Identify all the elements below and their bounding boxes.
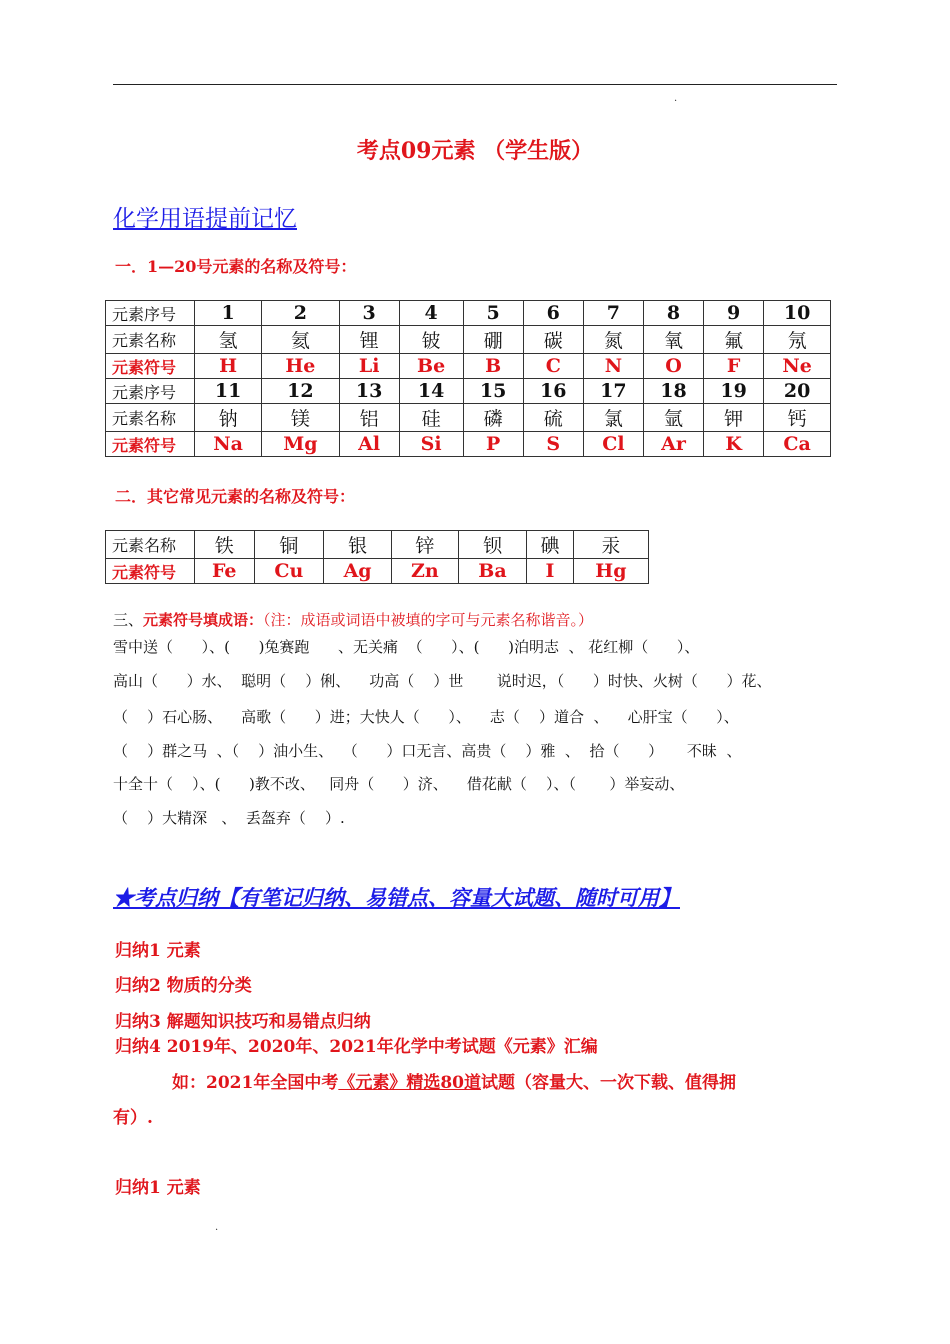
element-name: 锌 (391, 531, 458, 559)
part2-heading: 二．其它常见元素的名称及符号： (115, 487, 356, 506)
element-name: 氩 (643, 404, 703, 432)
element-name: 镁 (262, 404, 339, 432)
row-label: 元素名称 (106, 326, 195, 354)
element-symbol: He (262, 354, 339, 379)
element-symbol: N (583, 354, 643, 379)
part3-note: （注：成语或词语中被填的字可与元素名称谐音。） (263, 611, 594, 629)
element-name: 铝 (339, 404, 399, 432)
row-label: 元素序号 (106, 379, 195, 404)
element-number: 15 (463, 379, 523, 404)
element-number: 18 (643, 379, 703, 404)
row-label: 元素序号 (106, 301, 195, 326)
element-name: 铜 (254, 531, 324, 559)
promo-line (172, 1068, 736, 1093)
element-table-common (105, 530, 649, 584)
section-title: 化学用语提前记忆 (113, 206, 297, 232)
element-symbol: Mg (262, 432, 339, 457)
element-name: 碳 (523, 326, 583, 354)
element-number: 2 (262, 301, 339, 326)
element-symbol: K (704, 432, 764, 457)
table-row (106, 379, 831, 404)
element-number: 9 (704, 301, 764, 326)
element-symbol: O (643, 354, 703, 379)
element-symbol: Cu (254, 559, 324, 584)
idiom-line: 十全十（ ）、( )教不改、 同舟（ ）济、 借花献（ ）、（ ）举妄动、 (113, 775, 685, 793)
row-label: 元素符号 (106, 559, 195, 584)
element-number: 20 (764, 379, 831, 404)
element-name: 氖 (764, 326, 831, 354)
element-name: 氯 (583, 404, 643, 432)
element-symbol: Be (399, 354, 463, 379)
table-row (106, 404, 831, 432)
header-rule (113, 84, 837, 85)
element-symbol: Ag (324, 559, 392, 584)
element-symbol: Li (339, 354, 399, 379)
element-symbol: B (463, 354, 523, 379)
page-title: 考点09元素 （学生版） (356, 138, 594, 164)
element-symbol: Zn (391, 559, 458, 584)
element-name: 钾 (704, 404, 764, 432)
part1-heading: 一．1—20号元素的名称及符号： (115, 257, 357, 276)
idiom-line: 雪中送（ ）、( )兔赛跑 、无关痛 （ ）、( )泊明志 、 花红柳（ ）、 (113, 638, 700, 656)
element-number: 10 (764, 301, 831, 326)
element-name: 氧 (643, 326, 703, 354)
guina-item-bottom: 归纳1 元素 (115, 1178, 201, 1198)
element-number: 7 (583, 301, 643, 326)
element-symbol: C (523, 354, 583, 379)
part3-prefix: 三、 (113, 611, 144, 629)
row-label: 元素符号 (106, 354, 195, 379)
part3-title: 元素符号填成语： (143, 611, 264, 629)
element-symbol: Si (399, 432, 463, 457)
element-name: 钡 (458, 531, 526, 559)
element-name: 磷 (463, 404, 523, 432)
promo-tail: 试题（容量大、一次下载、值得拥 (481, 1073, 736, 1093)
element-number: 3 (339, 301, 399, 326)
element-number: 11 (195, 379, 262, 404)
table-row (106, 326, 831, 354)
element-name: 钠 (195, 404, 262, 432)
element-symbol: Na (195, 432, 262, 457)
row-label: 元素名称 (106, 404, 195, 432)
row-label: 元素名称 (106, 531, 195, 559)
table-row (106, 432, 831, 457)
element-symbol: P (463, 432, 523, 457)
element-number: 19 (704, 379, 764, 404)
row-label: 元素符号 (106, 432, 195, 457)
element-symbol: Ar (643, 432, 703, 457)
element-name: 氟 (704, 326, 764, 354)
element-number: 12 (262, 379, 339, 404)
element-symbol: Ne (764, 354, 831, 379)
element-name: 钙 (764, 404, 831, 432)
element-number: 13 (339, 379, 399, 404)
part3-heading (113, 609, 593, 630)
kaodian-heading: ★考点归纳【有笔记归纳、易错点、容量大试题、随时可用】 (113, 885, 680, 910)
promo-lead: 如：2021年全国中考 (172, 1073, 339, 1093)
element-symbol: Hg (573, 559, 648, 584)
element-name: 锂 (339, 326, 399, 354)
guina-item: 归纳1 元素 (115, 941, 201, 961)
element-name: 汞 (573, 531, 648, 559)
element-number: 6 (523, 301, 583, 326)
element-symbol: Al (339, 432, 399, 457)
table-row (106, 531, 649, 559)
element-number: 14 (399, 379, 463, 404)
element-symbol: Ba (458, 559, 526, 584)
element-number: 17 (583, 379, 643, 404)
element-name: 氮 (583, 326, 643, 354)
element-name: 氢 (195, 326, 262, 354)
promo-line-2: 有）. (113, 1108, 153, 1128)
element-symbol: I (527, 559, 574, 584)
element-name: 碘 (527, 531, 574, 559)
promo-link[interactable]: 《元素》精选80道 (338, 1073, 481, 1093)
guina-item: 归纳2 物质的分类 (115, 976, 252, 996)
element-name: 硫 (523, 404, 583, 432)
element-number: 16 (523, 379, 583, 404)
element-name: 硅 (399, 404, 463, 432)
paragraph-mark: . (215, 1222, 219, 1233)
element-symbol: F (704, 354, 764, 379)
table-row (106, 354, 831, 379)
idiom-line: （ ）石心肠、 高歌（ ）进；大快人（ ）、 志（ ）道合 、 心肝宝（ ）、 (113, 708, 739, 726)
element-number: 5 (463, 301, 523, 326)
element-name: 铁 (195, 531, 255, 559)
element-symbol: Fe (195, 559, 255, 584)
element-symbol: Cl (583, 432, 643, 457)
element-symbol: Ca (764, 432, 831, 457)
element-table-1-20 (105, 300, 831, 457)
idiom-line: （ ）群之马 、（ ）油小生、 （ ）口无言、高贵（ ）雅 、 拾（ ） 不昧 、 (113, 742, 742, 760)
element-name: 银 (324, 531, 392, 559)
element-symbol: S (523, 432, 583, 457)
element-name: 铍 (399, 326, 463, 354)
element-name: 硼 (463, 326, 523, 354)
element-name: 氦 (262, 326, 339, 354)
paragraph-mark: . (674, 93, 678, 104)
element-number: 4 (399, 301, 463, 326)
idiom-line: 高山（ ）水、 聪明（ ）俐、 功高（ ）世 说时迟，（ ）时快、火树（ ）花、 (113, 672, 772, 690)
table-row (106, 301, 831, 326)
element-number: 1 (195, 301, 262, 326)
element-number: 8 (643, 301, 703, 326)
idiom-line: （ ）大精深 、 丢盔弃（ ）. (113, 809, 345, 827)
guina-item: 归纳3 解题知识技巧和易错点归纳 (115, 1012, 371, 1032)
guina-item: 归纳4 2019年、2020年、2021年化学中考试题《元素》汇编 (115, 1037, 598, 1057)
table-row (106, 559, 649, 584)
element-symbol: H (195, 354, 262, 379)
